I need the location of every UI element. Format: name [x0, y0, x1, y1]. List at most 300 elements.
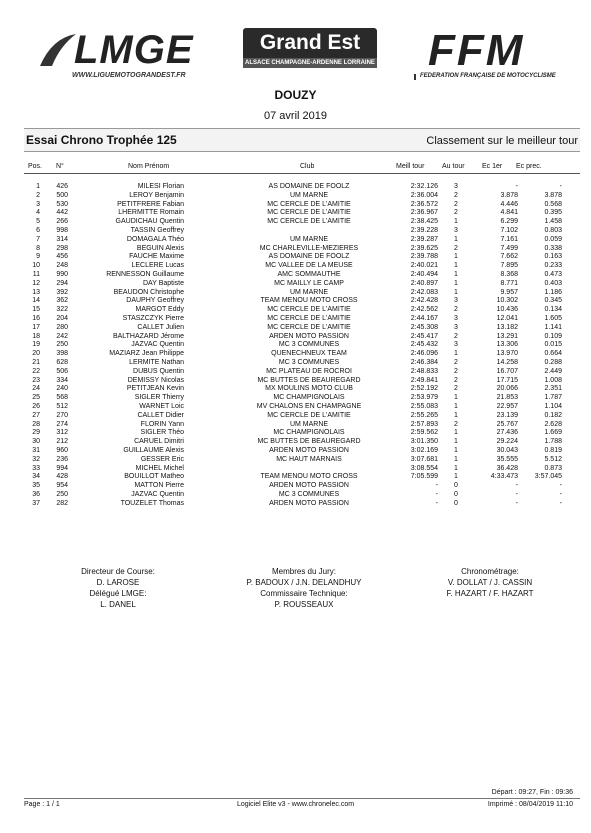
cell-lap: 2: [454, 420, 458, 428]
cell-club: MC CERCLE DE L'AMITIE: [267, 209, 351, 217]
col-head-best-lap: Meill tour: [396, 163, 425, 170]
cell-club: ARDEN MOTO PASSION: [269, 499, 349, 507]
cell-number: 242: [56, 332, 68, 340]
cell-club: MC MAILLY LE CAMP: [274, 279, 344, 287]
cell-best-lap: 2:40.494: [410, 271, 438, 278]
table-row: [24, 305, 580, 314]
cell-gap-first: 10.436: [496, 306, 518, 314]
ranking-type: Classement sur le meilleur tour: [426, 135, 578, 147]
cell-number: 998: [56, 227, 68, 234]
session-title: Essai Chrono Trophée 125: [26, 133, 177, 147]
cell-best-lap: 2:57.893: [410, 420, 438, 428]
cell-position: 16: [32, 315, 40, 322]
officials-left: [58, 566, 178, 610]
cell-club: QUENECHNEUX TEAM: [271, 350, 347, 358]
cell-club: TEAM MENOU MOTO CROSS: [260, 473, 358, 481]
cell-gap-first: -: [515, 499, 518, 507]
cell-rider-name: STASZCZYK Pierre: [122, 315, 184, 322]
col-head-lap: Au tour: [442, 163, 465, 170]
cell-best-lap: 3:07.681: [410, 455, 438, 463]
session-bar: [24, 128, 580, 152]
cell-lap: 1: [454, 218, 458, 226]
ffm-logo-text: FFM: [428, 26, 525, 75]
cell-rider-name: CALLET Didier: [137, 411, 184, 419]
cell-lap: 1: [454, 288, 458, 296]
cell-number: 334: [56, 376, 68, 384]
cell-rider-name: TASSIN Geoffrey: [130, 227, 184, 234]
cell-gap-prev: -: [559, 499, 562, 507]
cell-number: 442: [56, 209, 68, 217]
cell-gap-prev: 1.669: [544, 429, 562, 437]
cell-lap: 2: [454, 359, 458, 366]
table-row: [24, 481, 580, 490]
cell-position: 22: [32, 367, 40, 375]
table-row: [24, 261, 580, 270]
cell-gap-prev: 1.008: [544, 376, 562, 384]
grandest-logo: [243, 28, 377, 72]
table-row: [24, 244, 580, 253]
cell-rider-name: MARGOT Eddy: [135, 306, 184, 314]
cell-gap-first: 12.041: [496, 315, 518, 322]
cell-rider-name: MAZIARZ Jean Philippe: [109, 350, 184, 358]
table-row: [24, 437, 580, 446]
col-head-gap-first: Ec 1er: [482, 163, 503, 170]
cell-rider-name: LECLERE Lucas: [131, 262, 184, 270]
cell-best-lap: 3:01.350: [410, 438, 438, 446]
cell-rider-name: DUBUS Quentin: [133, 367, 184, 375]
table-row: [24, 367, 580, 376]
cell-lap: 0: [454, 491, 458, 498]
cell-number: 212: [56, 438, 68, 446]
cell-gap-first: 35.555: [496, 455, 518, 463]
cell-best-lap: -: [435, 491, 438, 498]
table-row: [24, 411, 580, 420]
cell-position: 28: [32, 420, 40, 428]
cell-rider-name: GUILLAUME Alexis: [123, 447, 184, 454]
cell-gap-prev: 5.512: [544, 455, 562, 463]
cell-position: 30: [32, 438, 40, 446]
cell-number: 428: [56, 473, 68, 481]
cell-lap: 3: [454, 341, 458, 349]
print-date: Imprimé : 08/04/2019 11:10: [487, 801, 573, 808]
cell-gap-prev: 1.788: [544, 438, 562, 446]
cell-club: MC CHARLEVILLE-MEZIERES: [259, 244, 359, 252]
official-name: L. DANEL: [100, 600, 136, 609]
cell-number: 392: [56, 288, 68, 296]
cell-club: UM MARNE: [289, 191, 329, 199]
cell-club: MC HAUT MARNAIS: [276, 455, 342, 463]
cell-rider-name: BEGUIN Alexis: [136, 244, 184, 252]
official-title: Directeur de Course:: [81, 567, 155, 576]
col-head-number: N°: [56, 163, 64, 170]
cell-gap-first: 29.224: [496, 438, 518, 446]
cell-gap-first: 17.715: [496, 376, 518, 384]
cell-lap: 1: [454, 235, 458, 243]
cell-position: 17: [32, 323, 40, 331]
cell-gap-prev: 2.351: [544, 385, 562, 393]
grandest-logo-subtitle: ALSACE CHAMPAGNE-ARDENNE LORRAINE: [243, 58, 377, 68]
table-row: [24, 428, 580, 437]
cell-number: 270: [56, 411, 68, 419]
cell-rider-name: SIGLER Thierry: [134, 394, 184, 402]
cell-position: 7: [36, 235, 40, 243]
cell-position: 14: [32, 297, 40, 305]
cell-club: MC CHAMPIGNOLAIS: [273, 429, 345, 437]
cell-gap-prev: 1.605: [544, 315, 562, 322]
cell-gap-prev: 0.059: [544, 235, 562, 243]
cell-rider-name: MICHEL Michel: [135, 464, 184, 472]
cell-gap-first: 13.291: [496, 332, 518, 340]
cell-gap-prev: 0.288: [544, 359, 562, 366]
col-head-name: Nom Prénom: [128, 163, 170, 170]
cell-rider-name: CALLET Julien: [137, 323, 184, 331]
cell-position: 24: [32, 385, 40, 393]
cell-lap: 1: [454, 403, 458, 410]
cell-rider-name: JAZVAC Quentin: [131, 341, 184, 349]
cell-gap-prev: 1.458: [544, 218, 562, 226]
cell-gap-first: 8.771: [500, 279, 518, 287]
col-head-club: Club: [300, 163, 315, 170]
cell-club: MV CHALONS EN CHAMPAGNE: [256, 403, 362, 410]
lmge-logo: [44, 28, 214, 80]
cell-club: MC PLATEAU DE ROCROI: [266, 367, 352, 375]
cell-number: 398: [56, 350, 68, 358]
cell-lap: 1: [454, 464, 458, 472]
ffm-logo-subtitle: FEDERATION FRANÇAISE DE MOTOCYCLISME: [420, 73, 556, 79]
official-title: Membres du Jury:: [271, 567, 337, 576]
cell-best-lap: 2:53.979: [410, 394, 438, 402]
cell-gap-first: 16.707: [496, 367, 518, 375]
cell-number: 266: [56, 218, 68, 226]
cell-club: ARDEN MOTO PASSION: [269, 447, 349, 454]
cell-number: 298: [56, 244, 68, 252]
cell-gap-prev: 0.395: [544, 209, 562, 217]
cell-lap: 3: [454, 297, 458, 305]
cell-gap-prev: 0.664: [544, 350, 562, 358]
table-row: [24, 446, 580, 455]
cell-best-lap: 2:42.562: [410, 306, 438, 314]
cell-position: 1: [36, 183, 40, 190]
cell-number: 274: [56, 420, 68, 428]
cell-rider-name: DAY Baptiste: [143, 279, 184, 287]
cell-position: 11: [32, 271, 40, 278]
footer-divider: [24, 798, 580, 799]
cell-gap-prev: 0.338: [544, 244, 562, 252]
cell-best-lap: 2:40.897: [410, 279, 438, 287]
cell-rider-name: BALTHAZARD Jérome: [112, 332, 184, 340]
cell-rider-name: JAZVAC Quentin: [131, 491, 184, 498]
cell-number: 362: [56, 297, 68, 305]
cell-best-lap: 2:55.265: [410, 411, 438, 419]
cell-gap-first: 22.957: [496, 403, 518, 410]
cell-gap-prev: 1.186: [544, 288, 562, 296]
table-row: [24, 332, 580, 341]
cell-gap-prev: 0.473: [544, 271, 562, 278]
cell-lap: 1: [454, 429, 458, 437]
cell-number: 628: [56, 359, 68, 366]
cell-best-lap: 2:46.096: [410, 350, 438, 358]
table-row: [24, 402, 580, 411]
cell-gap-prev: -: [559, 183, 562, 190]
table-row: [24, 358, 580, 367]
table-row: [24, 323, 580, 332]
cell-rider-name: RENNESSON Guillaume: [106, 271, 184, 278]
cell-gap-prev: 0.345: [544, 297, 562, 305]
cell-number: 426: [56, 183, 68, 190]
table-row: [24, 288, 580, 297]
cell-number: 960: [56, 447, 68, 454]
table-row: [24, 349, 580, 358]
cell-rider-name: MILESI Florian: [137, 183, 184, 190]
cell-best-lap: -: [435, 499, 438, 507]
event-date: 07 avril 2019: [264, 110, 327, 122]
cell-lap: 3: [454, 323, 458, 331]
cell-lap: 2: [454, 209, 458, 217]
cell-position: 34: [32, 473, 40, 481]
cell-club: TEAM MENOU MOTO CROSS: [260, 297, 358, 305]
cell-position: 35: [32, 482, 40, 490]
cell-best-lap: 2:40.021: [410, 262, 438, 270]
cell-number: 530: [56, 200, 68, 208]
cell-club: UM MARNE: [289, 235, 329, 243]
table-row: [24, 279, 580, 288]
cell-club: UM MARNE: [289, 420, 329, 428]
cell-club: MC CHAMPIGNOLAIS: [273, 394, 345, 402]
cell-lap: 2: [454, 385, 458, 393]
cell-club: AS DOMAINE DE FOOLZ: [268, 183, 350, 190]
cell-best-lap: 2:55.083: [410, 403, 438, 410]
start-end-time: Départ : 09:27, Fin : 09:36: [491, 789, 573, 796]
cell-number: 456: [56, 253, 68, 261]
cell-gap-first: 4.841: [500, 209, 518, 217]
cell-number: 248: [56, 262, 68, 270]
cell-lap: 2: [454, 367, 458, 375]
cell-gap-first: 7.499: [500, 244, 518, 252]
cell-gap-first: 6.299: [500, 218, 518, 226]
event-name: DOUZY: [274, 88, 317, 102]
cell-lap: 2: [454, 191, 458, 199]
cell-best-lap: 2:38.425: [410, 218, 438, 226]
table-row: [24, 455, 580, 464]
cell-gap-first: 7.662: [500, 253, 518, 261]
cell-gap-first: 13.306: [496, 341, 518, 349]
cell-rider-name: DAUPHY Geoffrey: [126, 297, 184, 305]
officials-right: [428, 566, 552, 599]
cell-position: 13: [32, 288, 40, 296]
page-number: Page : 1 / 1: [24, 801, 60, 808]
cell-lap: 1: [454, 350, 458, 358]
cell-gap-prev: 1.787: [544, 394, 562, 402]
cell-gap-first: 13.970: [496, 350, 518, 358]
header-divider: [24, 173, 580, 174]
cell-lap: 1: [454, 455, 458, 463]
cell-gap-first: 7.102: [500, 227, 518, 234]
lmge-url: WWW.LIGUEMOTOGRANDEST.FR: [72, 72, 186, 79]
official-name: P. BADOUX / J.N. DELANDHUY: [246, 578, 362, 587]
cell-rider-name: FLORIN Yann: [140, 420, 184, 428]
cell-club: MC 3 COMMUNES: [278, 491, 340, 498]
cell-position: 21: [32, 359, 40, 366]
cell-position: 33: [32, 464, 40, 472]
cell-position: 3: [36, 200, 40, 208]
cell-club: MX MOULINS MOTO CLUB: [265, 385, 353, 393]
cell-gap-prev: 0.819: [544, 447, 562, 454]
lmge-swoosh-icon: [38, 32, 78, 72]
cell-gap-first: 8.368: [500, 271, 518, 278]
cell-club: MC CERCLE DE L'AMITIE: [267, 411, 351, 419]
cell-position: 5: [36, 218, 40, 226]
cell-lap: 0: [454, 482, 458, 490]
table-row: [24, 182, 580, 191]
cell-gap-first: 30.043: [496, 447, 518, 454]
cell-lap: 1: [454, 262, 458, 270]
cell-number: 512: [56, 403, 68, 410]
table-row: [24, 314, 580, 323]
cell-number: 282: [56, 499, 68, 507]
cell-position: 32: [32, 455, 40, 463]
official-name: F. HAZART / F. HAZART: [446, 589, 534, 598]
cell-position: 20: [32, 350, 40, 358]
cell-best-lap: 2:36.004: [410, 191, 438, 199]
cell-position: 26: [32, 403, 40, 410]
cell-position: 29: [32, 429, 40, 437]
cell-lap: 3: [454, 183, 458, 190]
cell-gap-prev: 0.163: [544, 253, 562, 261]
cell-lap: 2: [454, 200, 458, 208]
cell-position: 36: [32, 491, 40, 498]
cell-position: 6: [36, 227, 40, 234]
cell-rider-name: PETITJEAN Kevin: [126, 385, 184, 393]
cell-number: 500: [56, 191, 68, 199]
table-row: [24, 499, 580, 508]
table-row: [24, 393, 580, 402]
cell-club: UM MARNE: [289, 288, 329, 296]
cell-club: AS DOMAINE DE FOOLZ: [268, 253, 350, 261]
cell-club: ARDEN MOTO PASSION: [269, 332, 349, 340]
cell-gap-first: 36.428: [496, 464, 518, 472]
cell-club: MC VALLEE DE LA MEUSE: [265, 262, 353, 270]
cell-number: 322: [56, 306, 68, 314]
cell-gap-prev: 1.104: [544, 403, 562, 410]
cell-gap-prev: 0.403: [544, 279, 562, 287]
cell-best-lap: 2:45.308: [410, 323, 438, 331]
cell-gap-prev: 2.449: [544, 367, 562, 375]
table-row: [24, 376, 580, 385]
cell-best-lap: 2:42.428: [410, 297, 438, 305]
cell-number: 314: [56, 235, 68, 243]
cell-position: 18: [32, 332, 40, 340]
cell-number: 506: [56, 367, 68, 375]
cell-number: 312: [56, 429, 68, 437]
cell-best-lap: 2:39.788: [410, 253, 438, 261]
cell-lap: 2: [454, 306, 458, 314]
cell-gap-first: 7.161: [500, 235, 518, 243]
cell-lap: 1: [454, 279, 458, 287]
software-credit: Logiciel Elite v3 - www.chronelec.com: [236, 801, 355, 808]
cell-lap: 2: [454, 244, 458, 252]
cell-number: 568: [56, 394, 68, 402]
cell-gap-first: 21.853: [496, 394, 518, 402]
cell-lap: 3: [454, 227, 458, 234]
cell-position: 27: [32, 411, 40, 419]
cell-rider-name: CARUEL Dimitri: [134, 438, 184, 446]
cell-lap: 1: [454, 411, 458, 419]
cell-lap: 1: [454, 447, 458, 454]
cell-gap-first: 9.957: [500, 288, 518, 296]
grandest-logo-text: Grand Est: [243, 28, 377, 58]
ffm-logo: [414, 26, 582, 82]
cell-gap-first: 20.066: [496, 385, 518, 393]
official-title: Chronométrage:: [461, 567, 519, 576]
cell-rider-name: TOUZELET Thomas: [120, 499, 184, 507]
cell-number: 240: [56, 385, 68, 393]
cell-gap-prev: 0.873: [544, 464, 562, 472]
cell-best-lap: 3:02.169: [410, 447, 438, 454]
cell-gap-prev: 0.015: [544, 341, 562, 349]
official-title: Commissaire Technique:: [260, 589, 348, 598]
cell-lap: 2: [454, 332, 458, 340]
lmge-logo-text: LMGE: [74, 28, 194, 72]
cell-gap-prev: 3:57.045: [534, 473, 562, 481]
cell-position: 9: [36, 253, 40, 261]
col-head-gap-prev: Ec prec.: [516, 163, 542, 170]
cell-club: MC CERCLE DE L'AMITIE: [267, 200, 351, 208]
table-row: [24, 191, 580, 200]
cell-gap-prev: 2.628: [544, 420, 562, 428]
cell-number: 204: [56, 315, 68, 322]
table-row: [24, 464, 580, 473]
cell-rider-name: FAUCHE Maxime: [129, 253, 184, 261]
cell-position: 23: [32, 376, 40, 384]
cell-best-lap: 2:46.384: [410, 359, 438, 366]
cell-club: MC 3 COMMUNES: [278, 341, 340, 349]
flag-icon: [414, 74, 416, 80]
cell-gap-prev: 0.134: [544, 306, 562, 314]
cell-club: MC BUTTES DE BEAUREGARD: [257, 438, 361, 446]
cell-gap-first: 4.446: [500, 200, 518, 208]
cell-best-lap: 2:36.572: [410, 200, 438, 208]
cell-best-lap: 2:52.192: [410, 385, 438, 393]
cell-number: 990: [56, 271, 68, 278]
cell-club: ARDEN MOTO PASSION: [269, 482, 349, 490]
cell-lap: 1: [454, 394, 458, 402]
cell-club: AMC SOMMAUTHE: [277, 271, 341, 278]
cell-position: 12: [32, 279, 40, 287]
cell-best-lap: 7:05.599: [410, 473, 438, 481]
cell-gap-first: -: [515, 183, 518, 190]
table-row: [24, 296, 580, 305]
cell-best-lap: 2:39.287: [410, 235, 438, 243]
table-row: [24, 340, 580, 349]
cell-number: 954: [56, 482, 68, 490]
cell-gap-first: 25.767: [496, 420, 518, 428]
cell-position: 25: [32, 394, 40, 402]
cell-gap-first: -: [515, 491, 518, 498]
cell-position: 37: [32, 499, 40, 507]
cell-position: 15: [32, 306, 40, 314]
cell-lap: 1: [454, 473, 458, 481]
cell-gap-first: 4:33.473: [490, 473, 518, 481]
cell-gap-first: 10.302: [496, 297, 518, 305]
cell-rider-name: WARNET Loic: [139, 403, 184, 410]
official-title: Délégué LMGE:: [89, 589, 147, 598]
cell-best-lap: 2:59.562: [410, 429, 438, 437]
cell-rider-name: GAUDICHAU Quentin: [115, 218, 184, 226]
cell-club: MC CERCLE DE L'AMITIE: [267, 306, 351, 314]
cell-gap-prev: 0.233: [544, 262, 562, 270]
cell-rider-name: GESSER Eric: [140, 455, 184, 463]
cell-lap: 1: [454, 271, 458, 278]
